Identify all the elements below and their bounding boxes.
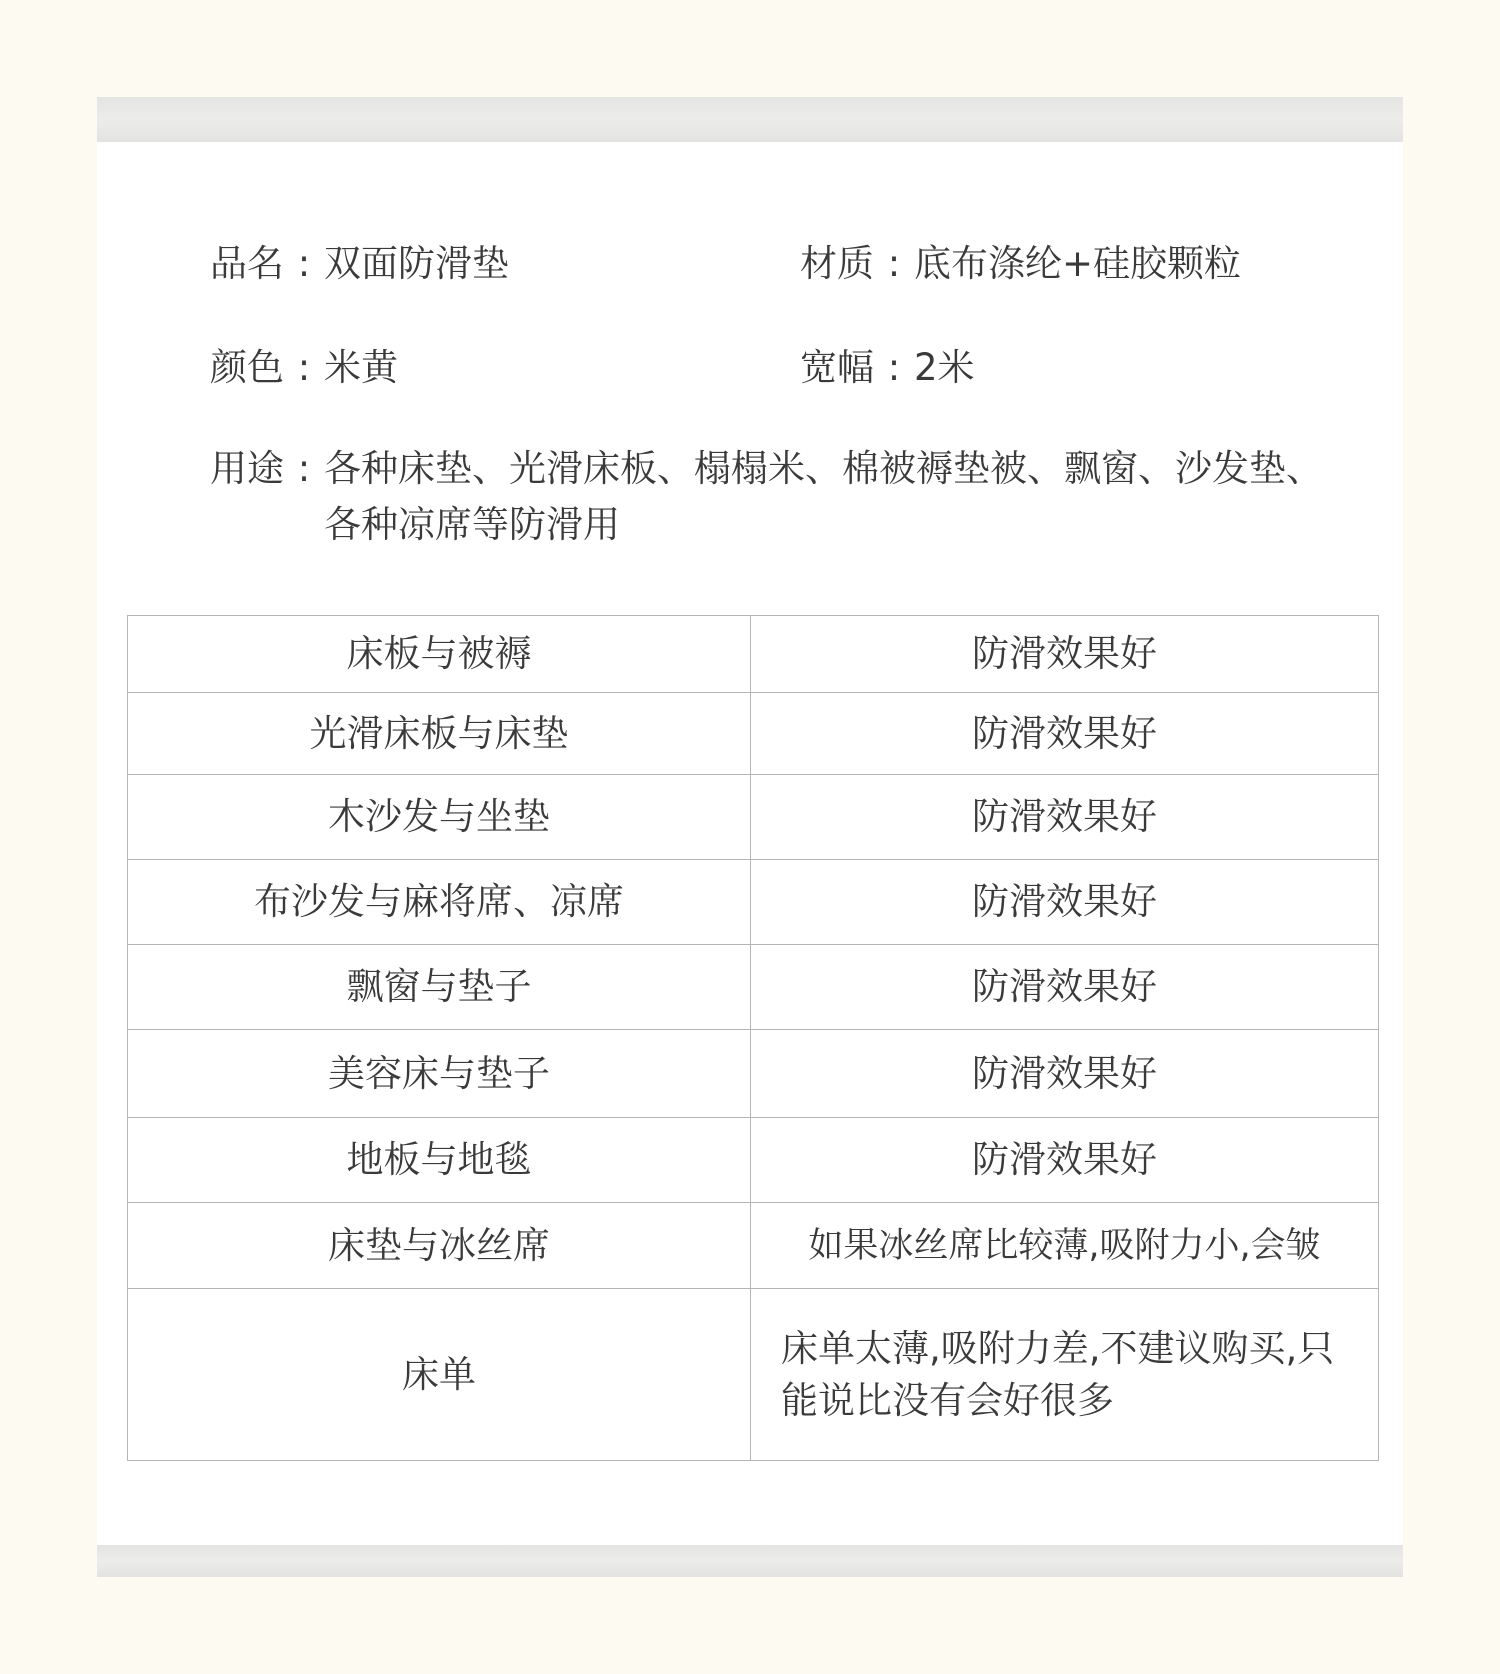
spec-separator: : xyxy=(297,242,311,285)
surface-cell: 布沙发与麻将席、凉席 xyxy=(128,860,751,945)
spec-color xyxy=(210,343,398,393)
spec-name-value: 双面防滑垫 xyxy=(324,242,509,285)
effect-cell: 防滑效果好 xyxy=(751,1118,1379,1203)
effect-cell: 防滑效果好 xyxy=(751,775,1379,860)
effect-cell: 防滑效果好 xyxy=(751,616,1379,693)
spec-material-value: 底布涤纶+硅胶颗粒 xyxy=(914,242,1242,285)
anti-slip-table xyxy=(127,615,1379,1461)
spec-name xyxy=(210,239,509,289)
table-row xyxy=(128,1030,1379,1118)
spec-color-label: 颜色 xyxy=(210,346,284,389)
spec-material xyxy=(800,239,1241,289)
spec-separator: : xyxy=(887,346,901,389)
spec-separator: : xyxy=(297,447,311,490)
spec-card xyxy=(97,97,1403,1577)
effect-cell: 如果冰丝席比较薄,吸附力小,会皱 xyxy=(751,1203,1379,1289)
spec-separator: : xyxy=(887,242,901,285)
surface-cell: 飘窗与垫子 xyxy=(128,945,751,1030)
table-row xyxy=(128,1203,1379,1289)
effect-cell: 防滑效果好 xyxy=(751,1030,1379,1118)
table-row xyxy=(128,1118,1379,1203)
spec-usage-label: 用途 xyxy=(210,447,284,490)
effect-cell: 防滑效果好 xyxy=(751,945,1379,1030)
effect-cell: 防滑效果好 xyxy=(751,693,1379,775)
table-row xyxy=(128,693,1379,775)
surface-cell: 光滑床板与床垫 xyxy=(128,693,751,775)
spec-color-value: 米黄 xyxy=(324,346,398,389)
spec-name-label: 品名 xyxy=(210,242,284,285)
surface-cell: 床板与被褥 xyxy=(128,616,751,693)
spec-width-value: 2米 xyxy=(914,346,975,389)
surface-cell: 地板与地毯 xyxy=(128,1118,751,1203)
top-band xyxy=(97,97,1403,142)
spec-separator: : xyxy=(297,346,311,389)
spec-width-label: 宽幅 xyxy=(800,346,874,389)
bottom-band xyxy=(97,1545,1403,1577)
effect-cell: 防滑效果好 xyxy=(751,860,1379,945)
table-row xyxy=(128,775,1379,860)
spec-material-label: 材质 xyxy=(800,242,874,285)
spec-width xyxy=(800,343,975,393)
table-row xyxy=(128,616,1379,693)
surface-cell: 床单 xyxy=(128,1289,751,1461)
surface-cell: 美容床与垫子 xyxy=(128,1030,751,1118)
surface-cell: 床垫与冰丝席 xyxy=(128,1203,751,1289)
table-row xyxy=(128,860,1379,945)
table-row xyxy=(128,945,1379,1030)
table-row xyxy=(128,1289,1379,1461)
surface-cell: 木沙发与坐垫 xyxy=(128,775,751,860)
spec-usage xyxy=(210,441,1330,553)
spec-usage-value: 各种床垫、光滑床板、榻榻米、棉被褥垫被、飘窗、沙发垫、各种凉席等防滑用 xyxy=(324,447,1323,546)
effect-cell: 床单太薄,吸附力差,不建议购买,只能说比没有会好很多 xyxy=(751,1289,1379,1461)
